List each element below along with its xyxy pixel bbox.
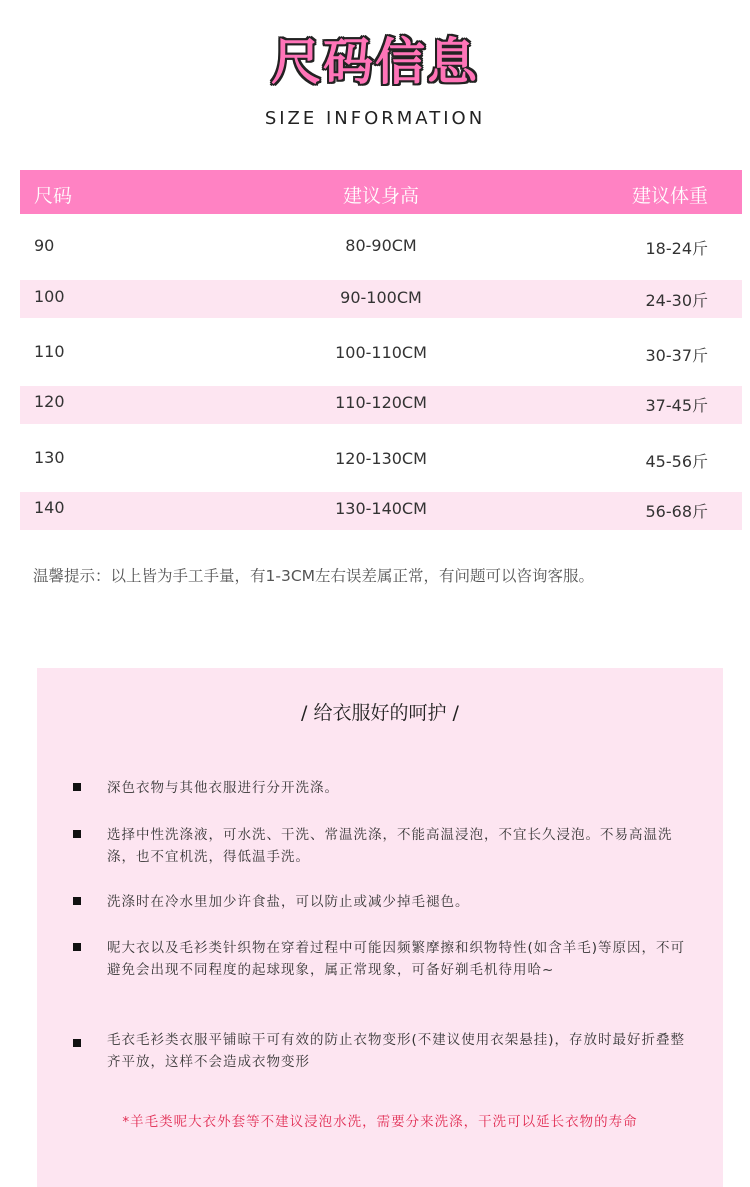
table-row xyxy=(20,318,742,372)
bullet-icon xyxy=(73,897,81,905)
cell-size: 90 xyxy=(34,236,55,255)
care-panel xyxy=(37,668,723,1187)
care-item-text: 洗涤时在冷水里加少许食盐，可以防止或减少掉毛褪色。 xyxy=(107,894,470,910)
cell-height: 80-90CM xyxy=(345,236,417,255)
table-row xyxy=(20,280,742,318)
cell-size: 110 xyxy=(34,342,65,361)
cell-weight: 37-45斤 xyxy=(645,396,708,415)
cell-height: 110-120CM xyxy=(335,393,427,412)
care-item-text: 选择中性洗涤液，可水洗、干洗、常温洗涤，不能高温浸泡，不宜长久浸泡。不易高温洗涤，也不宜机洗，得低温手洗。 xyxy=(107,827,673,865)
cell-weight: 30-37斤 xyxy=(645,346,708,365)
care-item-text: 呢大衣以及毛衫类针织物在穿着过程中可能因频繁摩擦和织物特性(如含羊毛)等原因，不可避免会出现不同程度的起球现象，属正常现象，可备好剃毛机待用哈~ xyxy=(107,940,686,978)
cell-weight: 18-24斤 xyxy=(645,239,708,258)
care-item-text: 毛衣毛衫类衣服平铺晾干可有效的防止衣物变形(不建议使用衣架悬挂)，存放时最好折叠整齐平放，这样不会造成衣物变形 xyxy=(107,1032,686,1070)
header-size: 尺码 xyxy=(34,185,73,207)
cell-height: 130-140CM xyxy=(335,499,427,518)
care-warning: *羊毛类呢大衣外套等不建议浸泡水洗，需要分来洗涤，干洗可以延长衣物的寿命 xyxy=(122,1114,638,1130)
page-title: 尺码信息 xyxy=(271,33,479,91)
cell-weight: 24-30斤 xyxy=(645,291,708,310)
cell-size: 140 xyxy=(34,498,65,517)
bullet-icon xyxy=(73,943,81,951)
cell-weight: 56-68斤 xyxy=(645,502,708,521)
table-row xyxy=(20,386,742,424)
cell-height: 90-100CM xyxy=(340,288,422,307)
table-header xyxy=(20,170,742,214)
size-tip: 温馨提示：以上皆为手工手量，有1-3CM左右误差属正常，有问题可以咨询客服。 xyxy=(33,567,595,585)
cell-size: 130 xyxy=(34,448,65,467)
cell-height: 120-130CM xyxy=(335,449,427,468)
bullet-icon xyxy=(73,830,81,838)
table-row xyxy=(20,492,742,530)
bullet-icon xyxy=(73,1039,81,1047)
page-subtitle: SIZE INFORMATION xyxy=(264,108,486,129)
cell-weight: 45-56斤 xyxy=(645,452,708,471)
care-title: / 给衣服好的呵护 / xyxy=(301,702,459,724)
header-height: 建议身高 xyxy=(342,185,419,207)
bullet-icon xyxy=(73,783,81,791)
care-item-text: 深色衣物与其他衣服进行分开洗涤。 xyxy=(107,780,339,796)
cell-size: 120 xyxy=(34,392,65,411)
cell-size: 100 xyxy=(34,287,65,306)
header-weight: 建议体重 xyxy=(631,185,708,207)
table-row xyxy=(20,424,742,478)
size-table xyxy=(20,170,742,530)
cell-height: 100-110CM xyxy=(335,343,427,362)
table-row xyxy=(20,214,742,268)
